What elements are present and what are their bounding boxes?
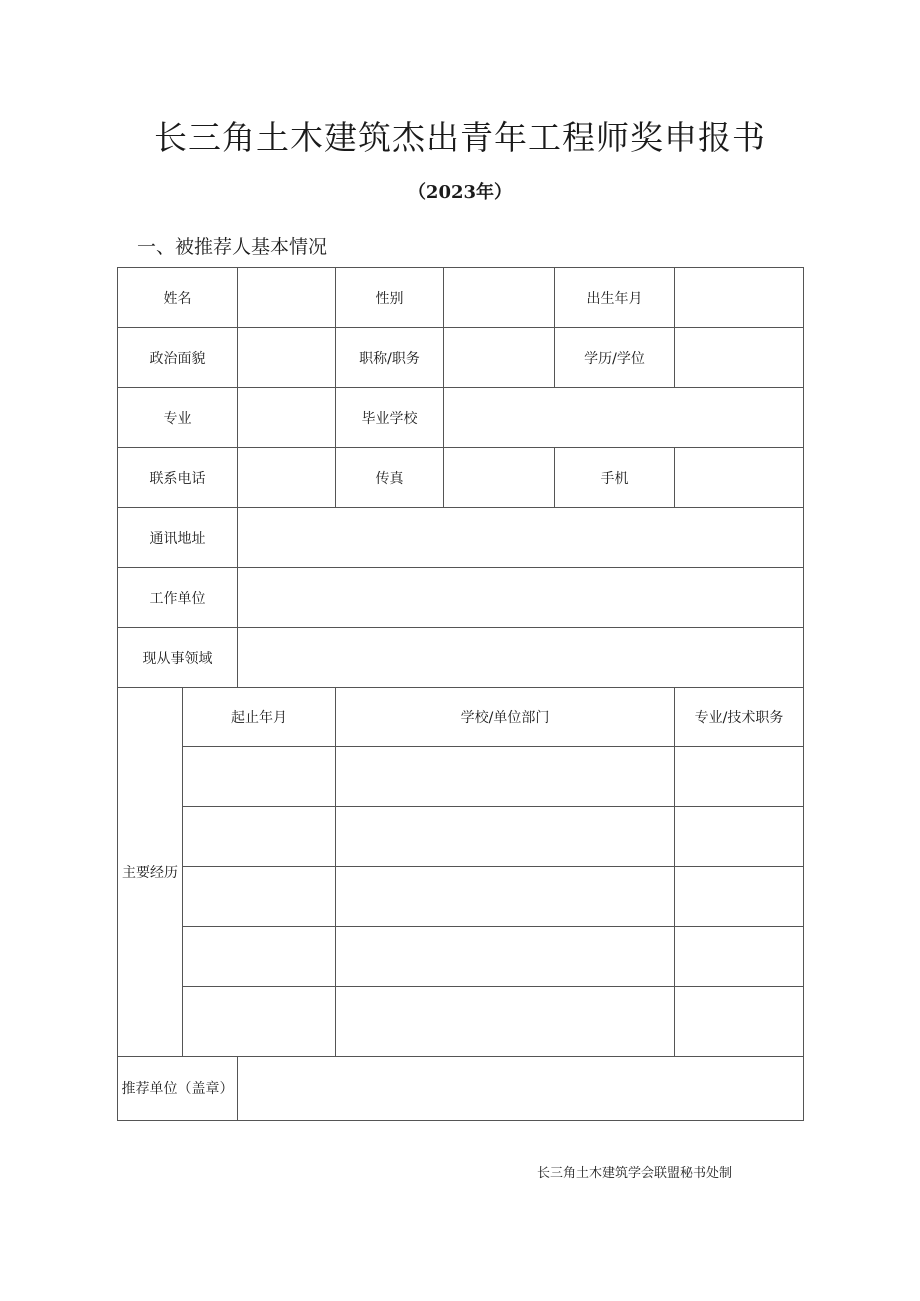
- field-field[interactable]: [238, 628, 804, 688]
- exp-period-cell[interactable]: [183, 867, 336, 927]
- exp-period-cell[interactable]: [183, 987, 336, 1057]
- name-field[interactable]: [238, 268, 336, 328]
- experience-label: 主要经历: [118, 688, 183, 1057]
- mobile-label: 手机: [555, 448, 675, 508]
- exp-position-cell[interactable]: [675, 987, 804, 1057]
- name-label: 姓名: [118, 268, 238, 328]
- gender-label: 性别: [336, 268, 444, 328]
- document-title: 长三角土木建筑杰出青年工程师奖申报书: [154, 118, 766, 157]
- exp-col-org: 学校/单位部门: [336, 688, 675, 747]
- major-field[interactable]: [238, 388, 336, 448]
- gender-field[interactable]: [444, 268, 555, 328]
- exp-org-cell[interactable]: [336, 987, 675, 1057]
- phone-label: 联系电话: [118, 448, 238, 508]
- exp-position-cell[interactable]: [675, 867, 804, 927]
- address-label: 通讯地址: [118, 508, 238, 568]
- birth-field[interactable]: [675, 268, 804, 328]
- document-year: （2023年）: [407, 182, 513, 203]
- employer-field[interactable]: [238, 568, 804, 628]
- address-field[interactable]: [238, 508, 804, 568]
- field-label: 现从事领域: [118, 628, 238, 688]
- fax-label: 传真: [336, 448, 444, 508]
- recommender-label: 推荐单位（盖章）: [118, 1057, 238, 1121]
- footer-credit: 长三角土木建筑学会联盟秘书处制: [537, 1166, 733, 1181]
- degree-field[interactable]: [675, 328, 804, 388]
- political-label: 政治面貌: [118, 328, 238, 388]
- exp-position-cell[interactable]: [675, 807, 804, 867]
- birth-label: 出生年月: [555, 268, 675, 328]
- school-label: 毕业学校: [336, 388, 444, 448]
- exp-position-cell[interactable]: [675, 927, 804, 987]
- exp-period-cell[interactable]: [183, 747, 336, 807]
- exp-col-period: 起止年月: [183, 688, 336, 747]
- exp-org-cell[interactable]: [336, 807, 675, 867]
- major-label: 专业: [118, 388, 238, 448]
- exp-col-position: 专业/技术职务: [675, 688, 804, 747]
- exp-period-cell[interactable]: [183, 807, 336, 867]
- fax-field[interactable]: [444, 448, 555, 508]
- degree-label: 学历/学位: [555, 328, 675, 388]
- exp-position-cell[interactable]: [675, 747, 804, 807]
- exp-org-cell[interactable]: [336, 747, 675, 807]
- exp-org-cell[interactable]: [336, 927, 675, 987]
- exp-org-cell[interactable]: [336, 867, 675, 927]
- mobile-field[interactable]: [675, 448, 804, 508]
- recommender-field[interactable]: [238, 1057, 804, 1121]
- exp-period-cell[interactable]: [183, 927, 336, 987]
- applicant-info-table: [117, 267, 804, 1121]
- school-field[interactable]: [444, 388, 804, 448]
- employer-label: 工作单位: [118, 568, 238, 628]
- title-label: 职称/职务: [336, 328, 444, 388]
- phone-field[interactable]: [238, 448, 336, 508]
- title-field[interactable]: [444, 328, 555, 388]
- section-title: 一、被推荐人基本情况: [137, 236, 328, 258]
- political-field[interactable]: [238, 328, 336, 388]
